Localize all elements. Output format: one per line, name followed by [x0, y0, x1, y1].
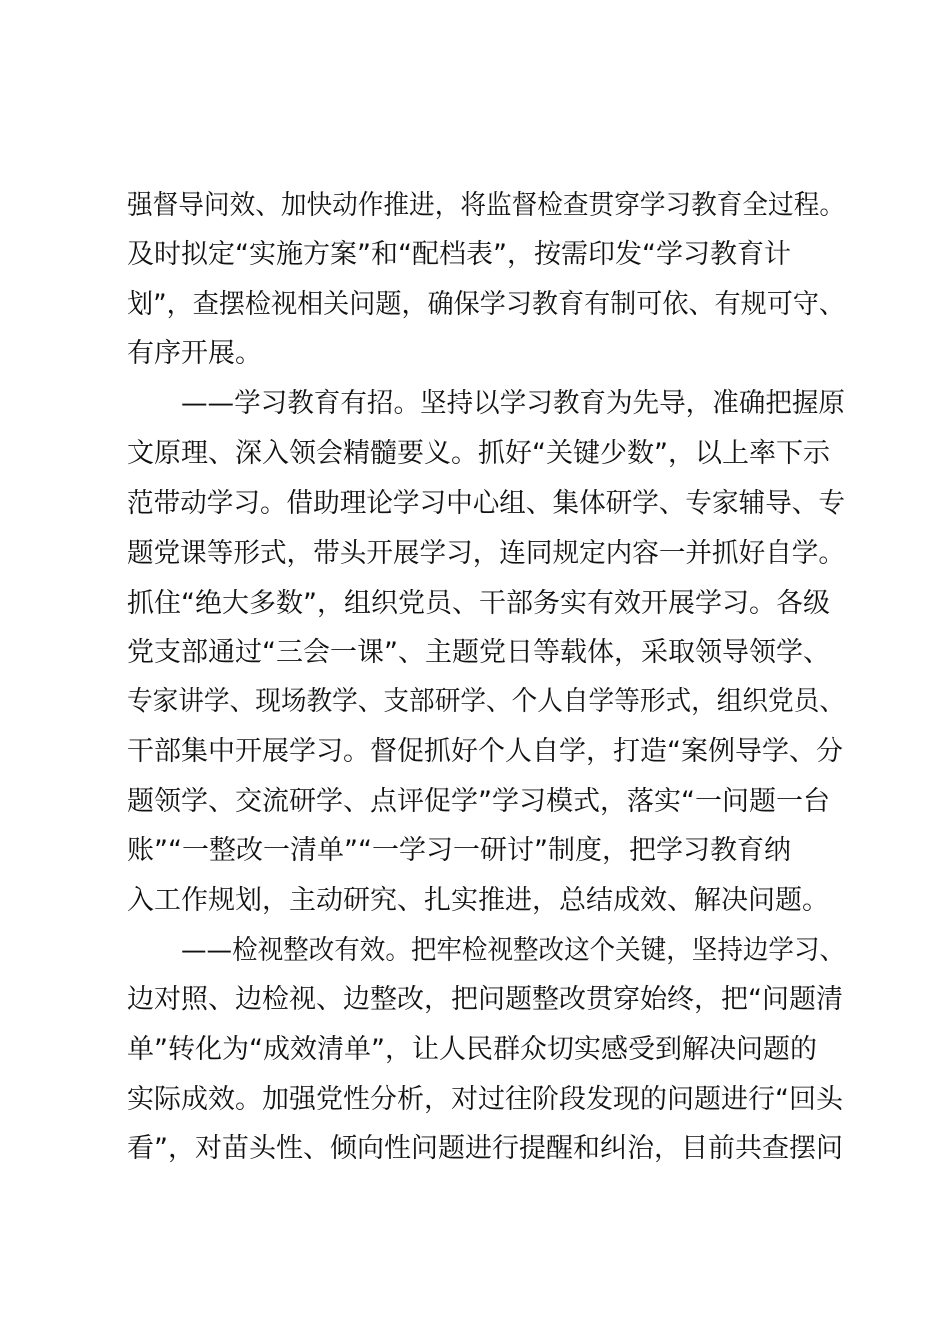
- text-line: 题党课等形式，带头开展学习，连同规定内容一并抓好自学。: [127, 538, 845, 569]
- text-line: 专家讲学、现场教学、支部研学、个人自学等形式，组织党员、: [127, 686, 845, 717]
- text-line: 党支部通过“三会一课”、主题党日等载体，采取领导领学、: [127, 637, 830, 668]
- text-line: 看”，对苗头性、倾向性问题进行提醒和纠治，目前共查摆问: [127, 1133, 843, 1164]
- text-line: 干部集中开展学习。督促抓好个人自学，打造“案例导学、分: [127, 736, 843, 767]
- text-line: 文原理、深入领会精髓要义。抓好“关键少数”，以上率下示: [127, 438, 830, 469]
- text-line: 及时拟定“实施方案”和“配档表”，按需印发“学习教育计: [127, 239, 791, 270]
- text-line: 强督导问效、加快动作推进，将监督检查贯穿学习教育全过程。: [127, 190, 845, 221]
- text-line: 有序开展。: [127, 338, 262, 369]
- text-line: 单”转化为“成效清单”，让人民群众切实感受到解决问题的: [127, 1034, 817, 1065]
- text-line: 抓住“绝大多数”，组织党员、干部务实有效开展学习。各级: [127, 588, 830, 619]
- paragraph-start-line: ——学习教育有招。坚持以学习教育为先导，准确把握原: [181, 388, 845, 419]
- text-line: 账”“一整改一清单”“一学习一研讨”制度，把学习教育纳: [127, 835, 791, 866]
- paragraph-start-line: ——检视整改有效。把牢检视整改这个关键，坚持边学习、: [181, 935, 846, 966]
- text-line: 边对照、边检视、边整改，把问题整改贯穿始终，把“问题清: [127, 984, 843, 1015]
- text-line: 题领学、交流研学、点评促学”学习模式，落实“一问题一台: [127, 786, 830, 817]
- text-line: 划”，查摆检视相关问题，确保学习教育有制可依、有规可守、: [127, 289, 846, 320]
- text-line: 范带动学习。借助理论学习中心组、集体研学、专家辅导、专: [127, 488, 845, 519]
- text-line: 实际成效。加强党性分析，对过往阶段发现的问题进行“回头: [127, 1084, 843, 1115]
- text-line: 入工作规划，主动研究、扎实推进，总结成效、解决问题。: [127, 885, 829, 916]
